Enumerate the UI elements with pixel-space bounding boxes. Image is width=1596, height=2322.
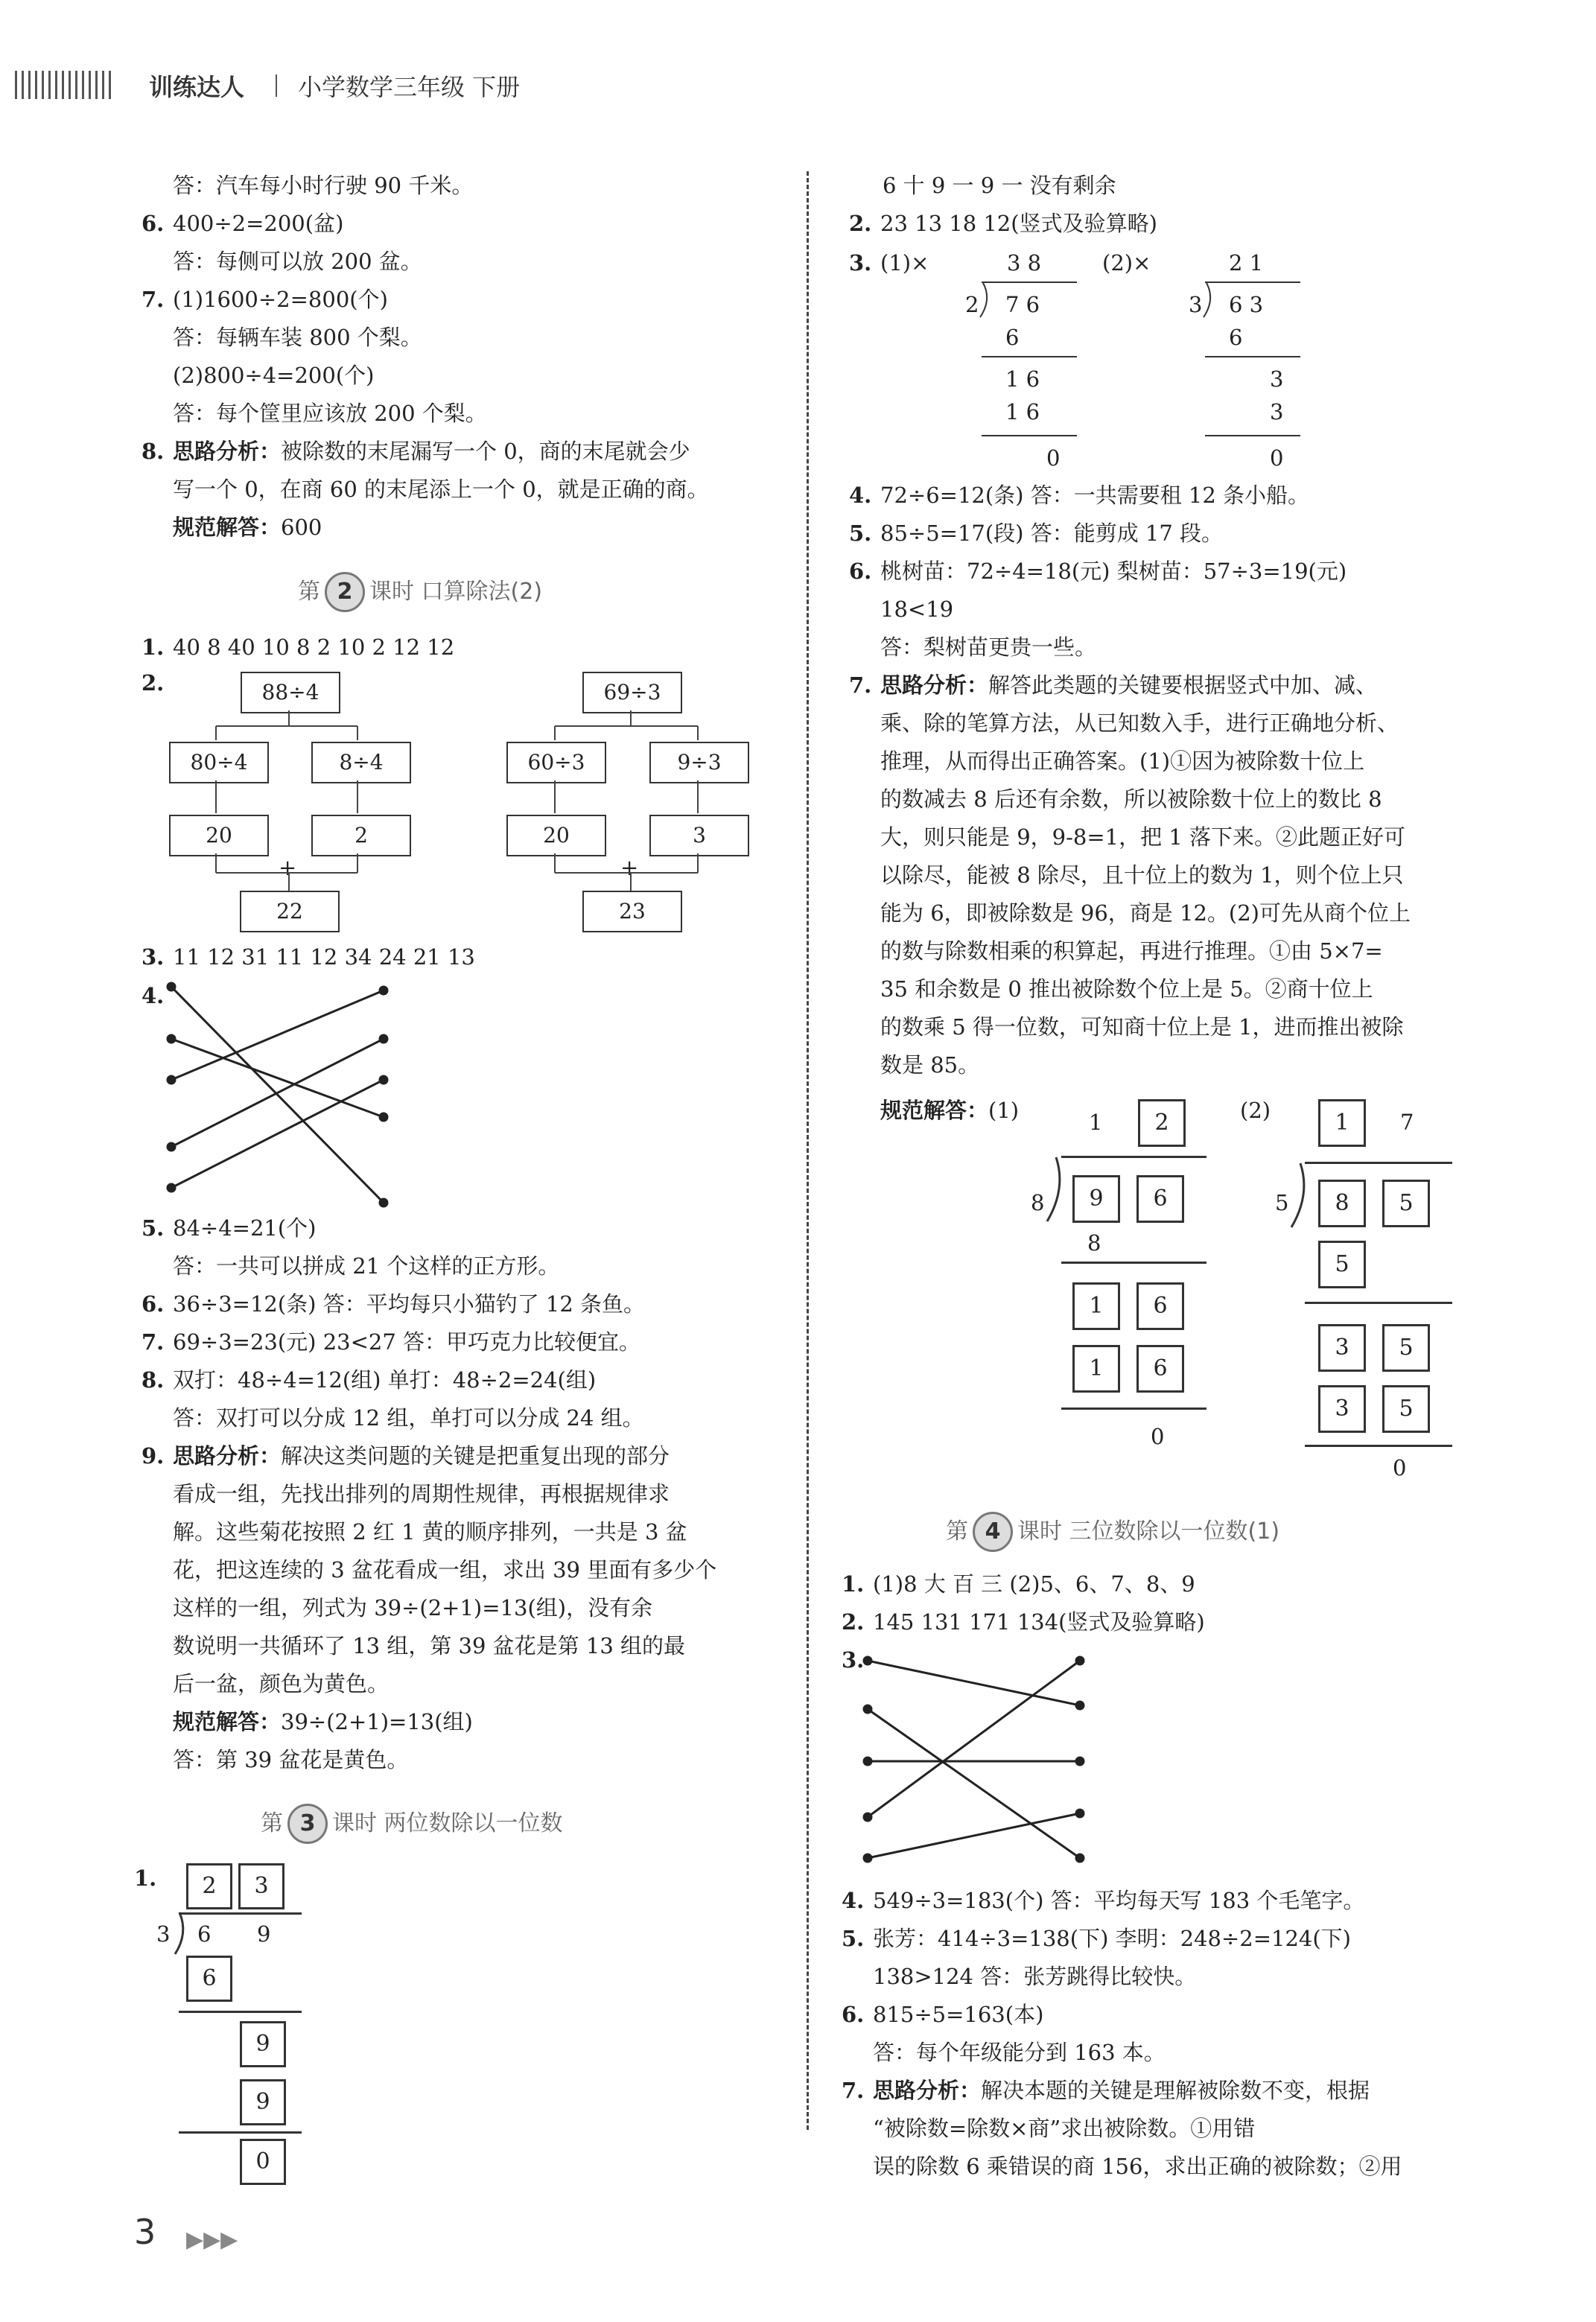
analysis-line: 大，则只能是 9，9-8=1，把 1 落下来。②此题正好可: [880, 824, 1406, 850]
lesson-number-badge: 2: [325, 572, 365, 612]
question-number: 4.: [142, 983, 165, 1008]
divisor: 2: [965, 292, 979, 317]
answer-line: 6 十 9 一 9 一 没有剩余: [883, 173, 1116, 198]
analysis-line: 看成一组，先找出排列的周期性规律，再根据规律求: [173, 1481, 670, 1507]
product-box: 5: [1382, 1385, 1430, 1433]
lesson-prefix: 第: [298, 579, 320, 605]
subtraction-line: [1205, 435, 1300, 436]
analysis-text: 解决这类问题的关键是把重复出现的部分: [281, 1443, 670, 1469]
answer-line: 85÷5=17(段) 答：能剪成 17 段。: [880, 521, 1224, 546]
divisor: 3: [1189, 292, 1203, 317]
analysis-heading: 思路分析：: [173, 1443, 282, 1469]
matching-lines-3: [856, 1650, 1095, 1873]
tree-right: 8÷4: [311, 742, 411, 783]
analysis-line: 误的除数 6 乘错误的商 156，求出正确的被除数；②用: [873, 2154, 1402, 2179]
answer-line: 答：梨树苗更贵一些。: [880, 634, 1097, 660]
quotient: 3 8: [1007, 250, 1042, 276]
bringdown-box: 3: [1318, 1324, 1366, 1372]
question-number: 1.: [134, 1865, 157, 1891]
answer-line: 69÷3=23(元) 23<27 答：甲巧克力比较便宜。: [173, 1329, 641, 1355]
answer-line: 549÷3=183(个) 答：平均每天写 183 个毛笔字。: [873, 1888, 1365, 1913]
quotient-box: 2: [186, 1863, 232, 1909]
tree-result: 22: [240, 891, 340, 932]
page-number: 3: [134, 2212, 156, 2252]
divisor: 3: [156, 1921, 171, 1947]
analysis-line: 以除尽，能被 8 除尽，且十位上的数为 1，则个位上只: [880, 862, 1404, 888]
analysis-text: 解答此类题的关键要根据竖式中加、减、: [988, 672, 1378, 698]
partial-product: 1 6: [1005, 399, 1040, 424]
subtraction-line: [982, 356, 1077, 357]
answer-line: (2)800÷4=200(个): [173, 363, 375, 388]
quotient-box: 1: [1318, 1099, 1366, 1147]
column-divider: [807, 171, 809, 2130]
quotient-box: 2: [1138, 1099, 1186, 1147]
division-bracket: [1199, 281, 1217, 319]
subtraction-line: [1061, 1407, 1206, 1410]
analysis-line: 的数乘 5 得一位数，可知商十位上是 1，进而推出被除: [880, 1014, 1404, 1040]
quotient-box: 3: [238, 1863, 284, 1909]
answer-line: 答：每侧可以放 200 盆。: [173, 249, 422, 274]
analysis-line: 写一个 0，在商 60 的末尾添上一个 0，就是正确的商。: [173, 477, 709, 502]
subtraction-line: [179, 2131, 302, 2134]
question-number: 1.: [142, 634, 165, 660]
question-number: 6.: [849, 559, 872, 584]
tree-plus: +: [620, 855, 639, 880]
question-number: 9.: [142, 1443, 165, 1469]
dividend: 6 3: [1229, 292, 1264, 317]
bringdown-box: 9: [240, 2021, 286, 2067]
divisor: 5: [1275, 1190, 1289, 1215]
question-number: 2.: [842, 1609, 865, 1635]
question-number: 7.: [142, 287, 165, 312]
analysis-line: “被除数=除数×商”求出被除数。①用错: [873, 2116, 1256, 2141]
remainder-box: 0: [240, 2139, 286, 2185]
division-bar: [1061, 1156, 1206, 1158]
tree-left-value: 20: [169, 815, 269, 856]
arrow-decoration-icon: ▶▶▶: [186, 2227, 238, 2253]
dividend: 7 6: [1005, 292, 1040, 317]
answer-line: 答：每辆车装 800 个梨。: [173, 325, 422, 350]
analysis-line: 的数与除数相乘的积算起，再进行推理。①由 5×7=: [880, 938, 1383, 964]
product-box: 3: [1318, 1385, 1366, 1433]
dividend-digit: 9: [257, 1921, 271, 1947]
solution-heading: 规范解答：: [173, 515, 282, 540]
tree-right: 9÷3: [649, 742, 749, 783]
analysis-heading: 思路分析：: [880, 672, 989, 698]
analysis-line: 这样的一组，列式为 39÷(2+1)=13(组)，没有余: [173, 1595, 653, 1620]
judgement-mark: (2)×: [1102, 250, 1151, 276]
answer-line: 36÷3=12(条) 答：平均每只小猫钓了 12 条鱼。: [173, 1291, 646, 1317]
lesson-name: 课时 两位数除以一位数: [332, 1810, 563, 1836]
remainder: 0: [1393, 1455, 1407, 1480]
lesson-prefix: 第: [946, 1518, 968, 1545]
answer-line: 18<19: [880, 597, 954, 622]
product-box: 5: [1318, 1241, 1366, 1288]
question-number: 5.: [849, 521, 872, 546]
lesson-title: [946, 1512, 1279, 1552]
analysis-line: 花，把这连续的 3 盆花看成一组，求出 39 里面有多少个: [173, 1557, 717, 1583]
analysis-line: 能为 6，即被除数是 96，商是 12。(2)可先从商个位上: [880, 900, 1411, 926]
analysis-line: 数是 85。: [880, 1052, 980, 1078]
solution-text: 600: [281, 515, 322, 540]
lesson-number-badge: 3: [287, 1804, 328, 1844]
question-number: 2.: [142, 670, 165, 696]
analysis-heading: 思路分析：: [173, 439, 282, 464]
answer-line: 答：双打可以分成 12 组，单打可以分成 24 组。: [173, 1405, 644, 1431]
answer-line: 答：每个年级能分到 163 本。: [873, 2040, 1166, 2065]
analysis-line: 的数减去 8 后还有余数，所以被除数十位上的数比 8: [880, 786, 1382, 812]
tree-right-value: 2: [311, 815, 411, 856]
tree-right-value: 3: [649, 815, 749, 856]
division-bracket: [1287, 1162, 1311, 1229]
question-number: 7.: [842, 2078, 865, 2103]
solution-text: 39÷(2+1)=13(组): [281, 1709, 473, 1734]
remainder: 0: [1151, 1424, 1165, 1449]
analysis-line: 推理，从而得出正确答案。(1)①因为被除数十位上: [880, 748, 1365, 774]
subtraction-line: [1205, 356, 1300, 357]
dividend-box: 5: [1382, 1180, 1430, 1227]
tree-top: 88÷4: [241, 672, 340, 713]
subtraction-line: [179, 2011, 302, 2013]
dividend-box: 6: [1136, 1175, 1184, 1223]
answer-line: 23 13 18 12(竖式及验算略): [880, 211, 1157, 236]
division-bar: [982, 281, 1077, 283]
question-number: 7.: [849, 672, 872, 698]
question-number: 5.: [142, 1215, 165, 1241]
solution-part-label: (1): [988, 1098, 1020, 1123]
solution-line: [173, 515, 322, 540]
division-bar: [1205, 281, 1300, 283]
question-number: 3.: [142, 944, 165, 970]
answer-line: 815÷5=163(本): [873, 2002, 1044, 2027]
analysis-text: 解决本题的关键是理解被除数不变，根据: [981, 2078, 1370, 2103]
product-box: 1: [1072, 1345, 1120, 1393]
analysis-line: [880, 672, 1377, 698]
divisor: 8: [1031, 1190, 1045, 1215]
answer-line: 桃树苗：72÷4=18(元) 梨树苗：57÷3=19(元): [880, 559, 1347, 584]
analysis-heading: 思路分析：: [873, 2078, 982, 2103]
answer-line: (1)8 大 百 三 (2)5、6、7、8、9: [873, 1571, 1195, 1597]
answer-line: 双打：48÷4=12(组) 单打：48÷2=24(组): [173, 1367, 597, 1393]
question-number: 6.: [842, 2002, 865, 2027]
bringdown: 1 6: [1005, 366, 1040, 392]
matching-lines-4: [160, 979, 398, 1218]
subtraction-line: [982, 435, 1077, 436]
answer-line: 145 131 171 134(竖式及验算略): [873, 1609, 1205, 1635]
partial-product: 6: [1005, 325, 1020, 350]
bringdown: 3: [1270, 366, 1284, 392]
subtraction-line: [1305, 1302, 1452, 1304]
division-bracket: [976, 281, 993, 319]
answer-line: 138>124 答：张芳跳得比较快。: [873, 1964, 1197, 1989]
answer-line: 答：每个筐里应该放 200 个梨。: [173, 401, 487, 426]
question-number: 6.: [142, 211, 165, 236]
solution-line: [880, 1098, 1019, 1123]
partial-product: 3: [1270, 399, 1284, 424]
answer-line: 答：一共可以拼成 21 个这样的正方形。: [173, 1253, 560, 1279]
tree-top: 69÷3: [582, 672, 682, 713]
subtraction-line: [1305, 1445, 1452, 1447]
analysis-text: 被除数的末尾漏写一个 0，商的末尾就会少: [281, 439, 690, 464]
bringdown-box: 6: [1136, 1282, 1184, 1330]
lesson-title: [298, 572, 542, 612]
answer-line: 答：第 39 盆花是黄色。: [173, 1747, 409, 1772]
subtraction-line: [1061, 1262, 1206, 1264]
analysis-line: [873, 2078, 1370, 2103]
analysis-line: 乘、除的笔算方法，从已知数入手，进行正确地分析、: [880, 710, 1399, 736]
lesson-prefix: 第: [261, 1810, 283, 1836]
solution-line: [173, 1709, 473, 1734]
tree-connectors: [503, 707, 756, 894]
header-decoration-bars: [15, 71, 115, 99]
lesson-number-badge: 4: [973, 1512, 1013, 1552]
answer-line: 72÷6=12(条) 答：一共需要租 12 条小船。: [880, 483, 1310, 508]
judgement-mark: (1)×: [880, 250, 929, 276]
partial-product: 8: [1087, 1230, 1101, 1256]
quotient-digit: 1: [1089, 1110, 1103, 1135]
lesson-name: 课时 口算除法(2): [369, 579, 543, 605]
lesson-name: 课时 三位数除以一位数(1): [1017, 1518, 1280, 1545]
answer-line: 答：汽车每小时行驶 90 千米。: [173, 173, 474, 198]
division-bar: [179, 1912, 302, 1915]
quotient: 2 1: [1229, 250, 1264, 276]
dividend-box: 8: [1318, 1180, 1366, 1227]
question-number: 4.: [849, 483, 872, 508]
quotient-digit: 7: [1400, 1110, 1414, 1135]
bringdown-box: 5: [1382, 1324, 1430, 1372]
question-number: 8.: [142, 439, 165, 464]
question-number: 3.: [849, 250, 872, 276]
solution-part-label: (2): [1240, 1098, 1271, 1123]
question-number: 7.: [142, 1329, 165, 1355]
solution-heading: 规范解答：: [173, 1709, 282, 1734]
tree-plus: +: [279, 855, 297, 880]
remainder: 0: [1270, 445, 1284, 471]
division-bracket: [1043, 1156, 1066, 1223]
analysis-line: 35 和余数是 0 推出被除数个位上是 5。②商十位上: [880, 976, 1373, 1002]
tree-left: 60÷3: [506, 742, 606, 783]
bringdown-box: 1: [1072, 1282, 1120, 1330]
remainder: 0: [1046, 445, 1061, 471]
header-separator: [276, 74, 277, 97]
analysis-line: 后一盆，颜色为黄色。: [173, 1671, 390, 1696]
dividend-box: 9: [1072, 1175, 1120, 1223]
header-subject: 小学数学三年级 下册: [298, 73, 521, 101]
analysis-line: [173, 439, 690, 464]
tree-connectors: [164, 707, 417, 894]
question-number: 5.: [842, 1926, 865, 1951]
division-bracket: [168, 1911, 190, 1956]
answer-line: 张芳：414÷3=138(下) 李明：248÷2=124(下): [873, 1926, 1351, 1951]
partial-product: 6: [1229, 325, 1243, 350]
tree-left-value: 20: [506, 815, 606, 856]
tree-left: 80÷4: [169, 742, 269, 783]
analysis-line: 解。这些菊花按照 2 红 1 黄的顺序排列，一共是 3 盆: [173, 1519, 687, 1545]
answer-line: 11 12 31 11 12 34 24 21 13: [173, 944, 475, 970]
question-number: 4.: [842, 1888, 865, 1913]
product-box: 6: [1136, 1345, 1184, 1393]
dividend-digit: 6: [197, 1921, 212, 1947]
subtract-box: 9: [240, 2079, 286, 2125]
answer-line: 40 8 40 10 8 2 10 2 12 12: [173, 634, 455, 660]
question-number: 1.: [842, 1571, 865, 1597]
subtract-box: 6: [186, 1956, 232, 2002]
question-number: 6.: [142, 1291, 165, 1317]
answer-line: 400÷2=200(盆): [173, 211, 344, 236]
division-bar: [1305, 1162, 1452, 1164]
question-number: 2.: [849, 211, 872, 236]
solution-heading: 规范解答：: [880, 1098, 989, 1123]
analysis-line: 数说明一共循环了 13 组，第 39 盆花是第 13 组的最: [173, 1633, 686, 1658]
answer-line: (1)1600÷2=800(个): [173, 287, 388, 312]
tree-result: 23: [582, 891, 682, 932]
lesson-title: [261, 1804, 563, 1844]
analysis-line: [173, 1443, 670, 1469]
question-number: 3.: [842, 1647, 865, 1673]
answer-line: 84÷4=21(个): [173, 1215, 317, 1241]
question-number: 8.: [142, 1367, 165, 1393]
header-brand: 训练达人: [149, 73, 245, 101]
